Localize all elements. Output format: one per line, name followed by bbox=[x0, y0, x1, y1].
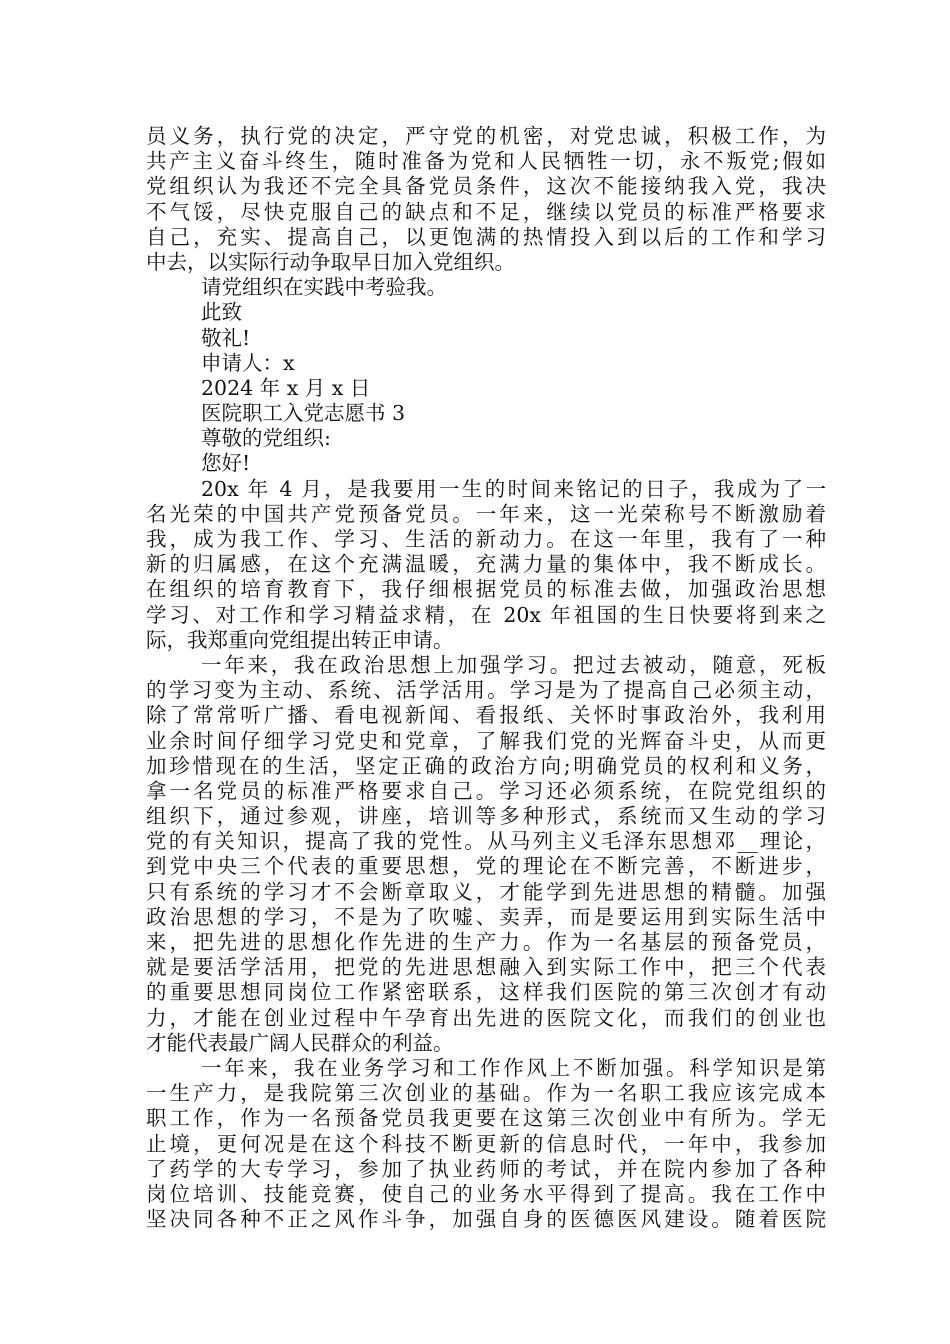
text-line: 学习、对工作和学习精益求精，在 20x 年祖国的生日快要将到来之 bbox=[146, 602, 826, 627]
text-line: 的学习变为主动、系统、活学活用。学习是为了提高自己必须主动， bbox=[146, 678, 826, 703]
text-line: 员义务，执行党的决定，严守党的机密，对党忠诚，积极工作，为 bbox=[146, 124, 826, 148]
text-line: 除了常常听广播、看电视新闻、看报纸、关怀时事政治外，我利用 bbox=[146, 703, 826, 728]
paragraph bbox=[146, 326, 826, 351]
paragraph bbox=[146, 300, 826, 325]
text-line: 岗位培训、技能竞赛，使自己的业务水平得到了提高。我在工作中 bbox=[146, 1181, 826, 1206]
text-line: 尊敬的党组织: bbox=[201, 426, 331, 451]
text-line: 请党组织在实践中考验我。 bbox=[201, 275, 447, 300]
text-line: 止境，更何况是在这个科技不断更新的信息时代，一年中，我参加 bbox=[146, 1131, 826, 1156]
paragraph bbox=[146, 426, 826, 451]
text-line: 一生产力，是我院第三次创业的基础。作为一名职工我应该完成本 bbox=[146, 1081, 826, 1106]
text-line: 到党中央三个代表的重要思想，党的理论在不断完善，不断进步， bbox=[146, 854, 826, 879]
text-line: 际，我郑重向党组提出转正申请。 bbox=[146, 627, 454, 652]
paragraph bbox=[146, 451, 826, 476]
text-line: 此致 bbox=[201, 300, 242, 325]
text-line: 拿一名党员的标准严格要求自己。学习还必须系统，在院党组织的 bbox=[146, 778, 826, 803]
text-line: 自己，充实、提高自己，以更饱满的热情投入到以后的工作和学习 bbox=[146, 224, 826, 249]
paragraph bbox=[146, 477, 826, 653]
text-line: 2024 年 x 月 x 日 bbox=[201, 375, 371, 400]
text-line: 在组织的培育教育下，我仔细根据党员的标准去做，加强政治思想 bbox=[146, 577, 826, 602]
text-line: 政治思想的学习，不是为了吹嘘、卖弄，而是要运用到实际生活中 bbox=[146, 904, 826, 929]
paragraph bbox=[146, 376, 826, 401]
text-line: 我，成为我工作、学习、生活的新动力。在这一年里，我有了一种 bbox=[146, 527, 826, 551]
text-line: 共产主义奋斗终生，随时准备为党和人民牺牲一切，永不叛党;假如 bbox=[146, 149, 826, 174]
text-line: 加珍惜现在的生活，坚定正确的政治方向;明确党员的权利和义务， bbox=[146, 753, 826, 778]
text-line: 名光荣的中国共产党预备党员。一年来，这一光荣称号不断激励着 bbox=[146, 501, 826, 526]
text-line: 业余时间仔细学习党史和党章，了解我们党的光辉奋斗史，从而更 bbox=[146, 728, 826, 753]
text-line: 才能代表最广阔人民群众的利益。 bbox=[146, 1030, 454, 1055]
text-line: 一年来，我在业务学习和工作作风上不断加强。科学知识是第 bbox=[201, 1055, 826, 1080]
paragraph bbox=[146, 653, 826, 1056]
text-line: 医院职工入党志愿书 3 bbox=[201, 401, 406, 426]
text-line: 党的有关知识，提高了我的党性。从马列主义毛泽东思想邓__理论， bbox=[146, 829, 826, 854]
paragraph bbox=[146, 275, 826, 300]
text-line: 20x 年 4 月，是我要用一生的时间来铭记的日子，我成为了一 bbox=[201, 476, 826, 501]
text-line: 只有系统的学习才不会断章取义，才能学到先进思想的精髓。加强 bbox=[146, 879, 826, 904]
text-line: 坚决同各种不正之风作斗争，加强自身的医德医风建设。随着医院 bbox=[146, 1207, 826, 1232]
text-line: 中去，以实际行动争取早日加入党组织。 bbox=[146, 249, 515, 274]
text-line: 党组织认为我还不完全具备党员条件，这次不能接纳我入党，我决 bbox=[146, 174, 826, 199]
text-line: 力，才能在创业过程中午孕育出先进的医院文化，而我们的创业也 bbox=[146, 1005, 826, 1030]
text-line: 您好! bbox=[201, 451, 251, 476]
paragraph bbox=[146, 124, 826, 275]
text-line: 一年来，我在政治思想上加强学习。把过去被动，随意，死板 bbox=[201, 652, 826, 677]
text-line: 新的归属感，在这个充满温暖，充满力量的集体中，我不断成长。 bbox=[146, 552, 826, 577]
text-line: 就是要活学活用，把党的先进思想融入到实际工作中，把三个代表 bbox=[146, 955, 826, 980]
text-line: 来，把先进的思想化作先进的生产力。作为一名基层的预备党员， bbox=[146, 930, 826, 954]
text-line: 职工作，作为一名预备党员我更要在这第三次创业中有所为。学无 bbox=[146, 1106, 826, 1131]
paragraph bbox=[146, 351, 826, 376]
document-page bbox=[146, 124, 826, 1232]
text-line: 申请人：x bbox=[201, 350, 295, 375]
text-line: 的重要思想同岗位工作紧密联系，这样我们医院的第三次创才有动 bbox=[146, 980, 826, 1005]
text-line: 不气馁，尽快克服自己的缺点和不足，继续以党员的标准严格要求 bbox=[146, 199, 826, 224]
paragraph bbox=[146, 1056, 826, 1232]
paragraph bbox=[146, 401, 826, 426]
text-line: 敬礼! bbox=[201, 325, 251, 350]
text-line: 组织下，通过参观，讲座，培训等多种形式，系统而又生动的学习 bbox=[146, 804, 826, 829]
text-line: 了药学的大专学习，参加了执业药师的考试，并在院内参加了各种 bbox=[146, 1156, 826, 1181]
